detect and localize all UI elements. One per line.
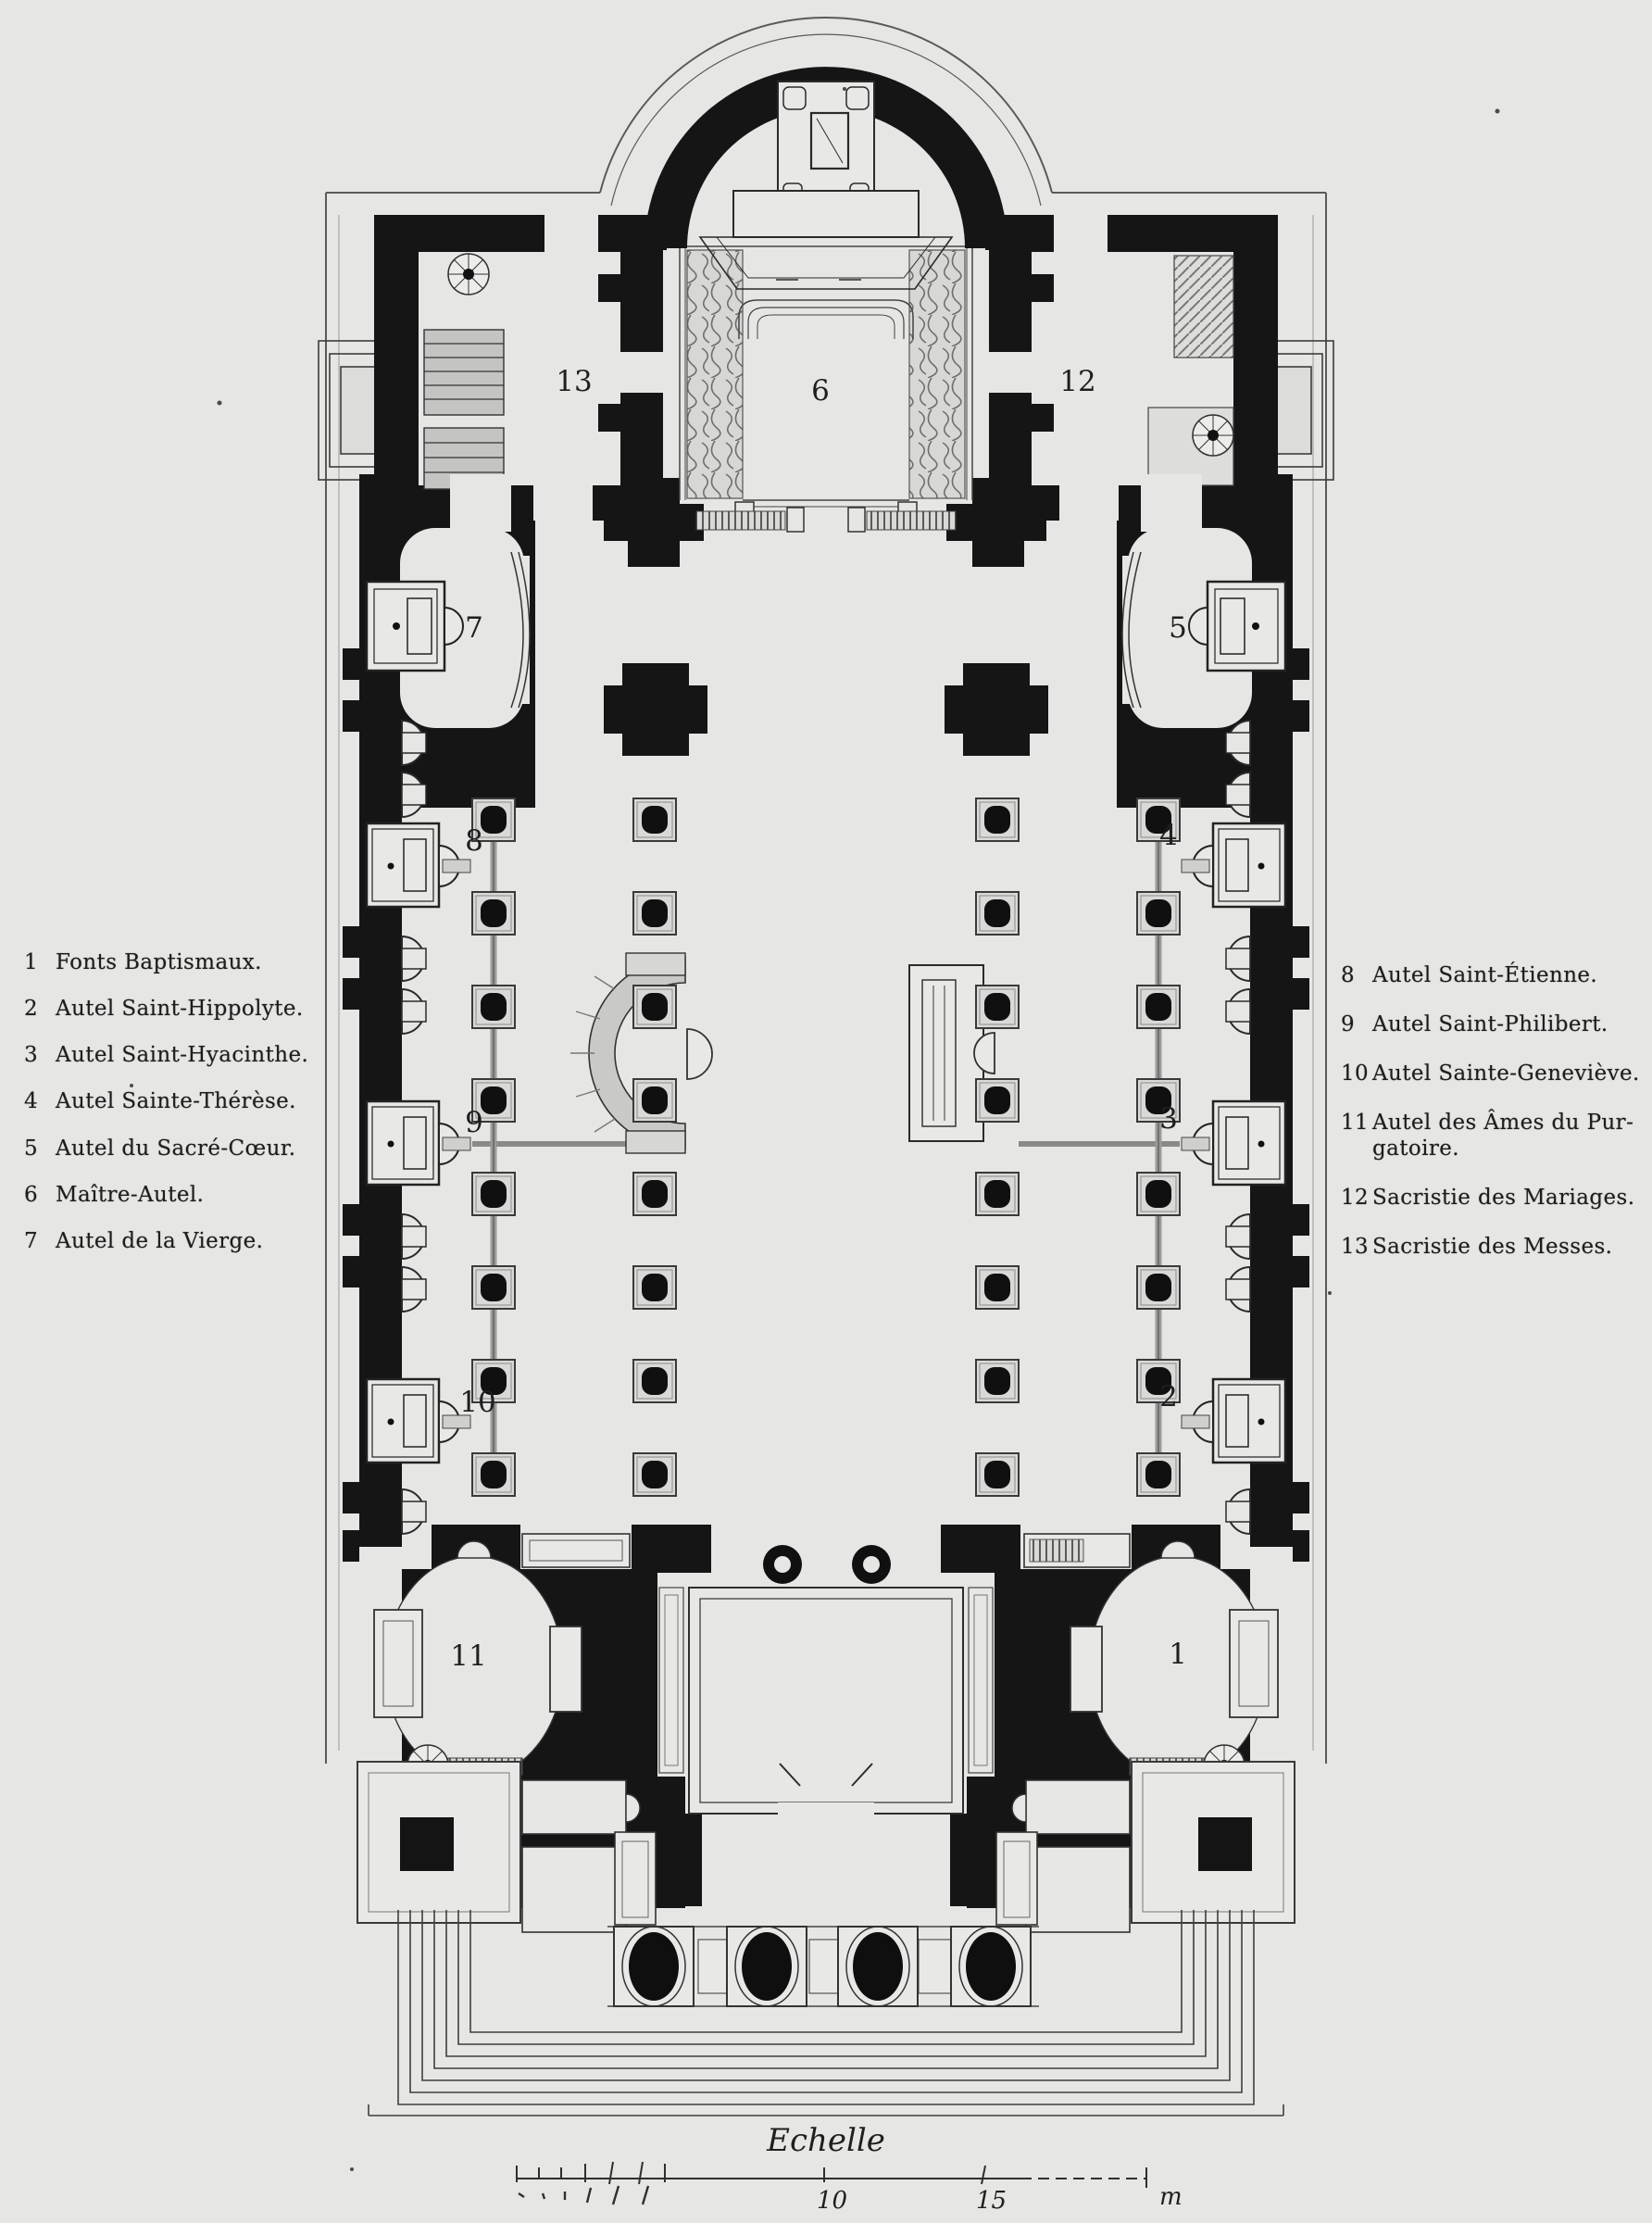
legend-item-label: Sacristie des Messes. — [1372, 1234, 1613, 1259]
legend-item-label: Autel Saint-Hippolyte. — [56, 997, 304, 1022]
legend-item-number: 5 — [24, 1136, 39, 1161]
legend-item-label: Maître-Autel. — [56, 1182, 205, 1207]
scale-tick-15: 15 — [976, 2187, 1007, 2215]
aisle-screen-lines — [494, 820, 1158, 1475]
room-label-6: 6 — [811, 374, 830, 408]
legend-item-number: 13 — [1341, 1234, 1370, 1259]
room-label-9: 9 — [465, 1106, 483, 1139]
legend-item-number: 4 — [24, 1089, 39, 1114]
legend-item — [24, 1089, 311, 1114]
legend-item-label: Autel Saint-Hyacinthe. — [56, 1043, 309, 1068]
legend-item-number: 2 — [24, 997, 39, 1022]
legend-item-number: 6 — [24, 1182, 39, 1207]
room-label-10: 10 — [459, 1386, 496, 1419]
legend-item — [24, 950, 311, 975]
legend-right — [1341, 963, 1643, 1284]
room-label-12: 12 — [1059, 365, 1096, 398]
room-label-5: 5 — [1169, 611, 1187, 645]
legend-item-label: Autel Saint-Étienne. — [1372, 963, 1598, 987]
legend-item — [24, 1043, 311, 1068]
choir-stalls-left — [687, 250, 743, 498]
legend-item-number: 8 — [1341, 963, 1356, 987]
room-label-11: 11 — [450, 1639, 487, 1673]
legend-item-label: Autel Sainte-Geneviève. — [1372, 1061, 1640, 1086]
scale-tick-10: 10 — [817, 2187, 848, 2215]
legend-item-number: 9 — [1341, 1012, 1356, 1037]
legend-item — [1341, 963, 1643, 988]
legend-item — [24, 1137, 311, 1162]
aisle-chapels-left — [367, 721, 633, 1534]
legend-item-label: Autel Saint-Philibert. — [1372, 1012, 1608, 1037]
legend-item — [1341, 1235, 1643, 1260]
aisle-chapels-right — [1019, 721, 1285, 1534]
legend-item — [1341, 1012, 1643, 1037]
colonnade — [472, 798, 1180, 1496]
scale-title: Echelle — [767, 2122, 885, 2159]
legend-item — [24, 1183, 311, 1208]
stair-block-left — [357, 1762, 520, 1923]
legend-item-number: 3 — [24, 1043, 39, 1068]
legend-item-number: 12 — [1341, 1185, 1370, 1210]
aisle-screens — [494, 820, 1158, 1475]
room-label-7: 7 — [465, 611, 483, 645]
legend-item-label: Fonts Baptismaux. — [56, 950, 262, 974]
legend-item-number: 7 — [24, 1228, 39, 1253]
legend-item-number: 1 — [24, 950, 39, 974]
legend-item-label: Sacristie des Mariages. — [1372, 1185, 1635, 1210]
pulpit — [570, 953, 712, 1153]
scale-unit: m — [1159, 2183, 1183, 2211]
room-label-4: 4 — [1159, 819, 1178, 852]
legend-item — [1341, 1111, 1643, 1161]
room-labels — [450, 365, 1187, 1673]
room-label-8: 8 — [465, 824, 483, 858]
room-label-1: 1 — [1169, 1638, 1187, 1671]
legend-left — [24, 950, 311, 1275]
room-label-13: 13 — [556, 365, 593, 398]
legend-item-label: Autel des Âmes du Pur-gatoire. — [1372, 1111, 1634, 1161]
room-label-2: 2 — [1159, 1380, 1178, 1413]
legend-item — [1341, 1061, 1643, 1086]
choir-stalls-right — [909, 250, 965, 498]
legend-item-label: Autel du Sacré-Cœur. — [56, 1136, 296, 1161]
legend-item — [24, 997, 311, 1022]
legend-item-label: Autel Sainte-Thérèse. — [56, 1089, 296, 1114]
legend-item-number: 11 — [1341, 1111, 1370, 1136]
stair-block-right — [1132, 1762, 1295, 1923]
scale-bar — [517, 2122, 1183, 2215]
legend-item — [1341, 1186, 1643, 1211]
legend-item-label: Autel de la Vierge. — [56, 1228, 264, 1253]
legend-item-number: 10 — [1341, 1061, 1370, 1086]
room-label-3: 3 — [1159, 1102, 1178, 1136]
legend-item — [24, 1229, 311, 1254]
